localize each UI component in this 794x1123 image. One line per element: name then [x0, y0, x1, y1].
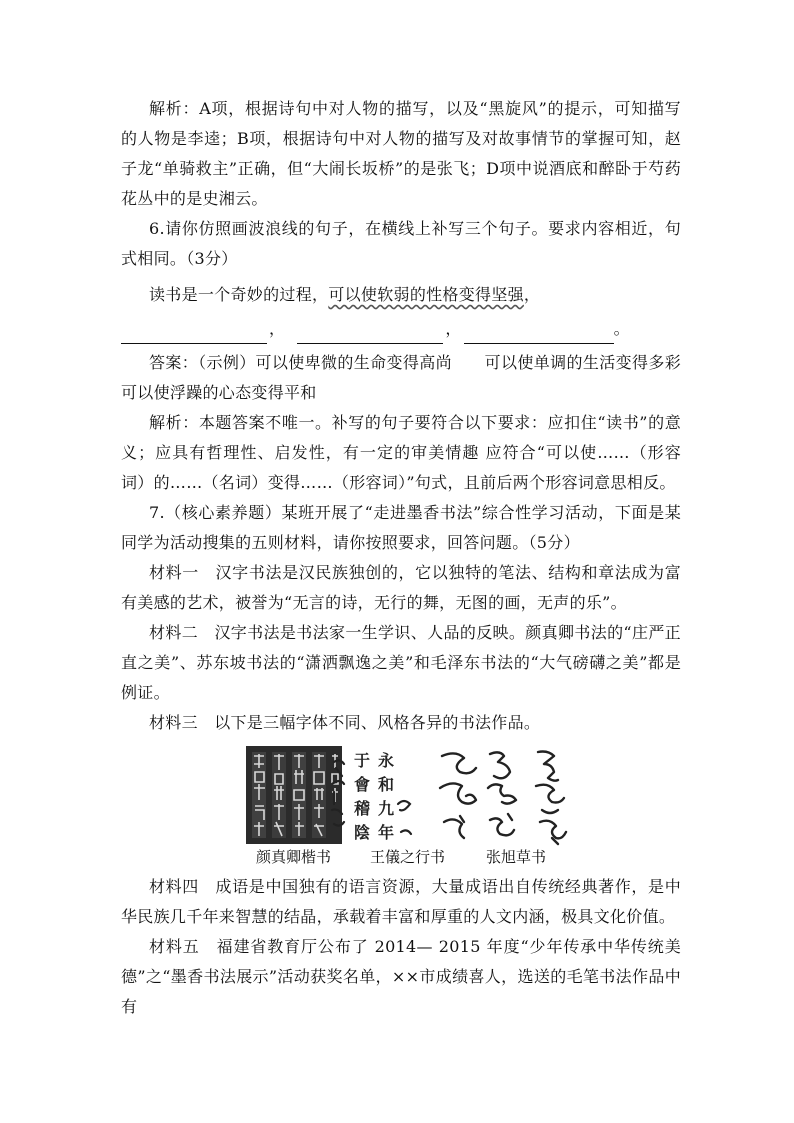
svg-text:年: 年	[378, 823, 395, 842]
caption-wang-xizhi: 王儀之行书	[370, 848, 446, 866]
wavy-underlined-sentence: 可以使软弱的性格变得坚强	[328, 285, 524, 304]
example-comma: ，	[523, 285, 541, 304]
analysis-paragraph-5: 解析：A项，根据诗句中对人物的描写，以及“黑旋风”的提示，可知描写的人物是李逵；B项，根据诗句中对人物的描写及对故事情节的掌握可知，赵子龙“单骑救主”正确，但“大闹长坂桥”的是张飞；D项中说酒底和醉卧于芍药花丛中的是史湘云。	[121, 99, 681, 208]
caption-yan-zhenqing: 颜真卿楷书	[256, 848, 332, 866]
svg-text:陰: 陰	[354, 823, 371, 842]
question-7: 7.（核心素养题）某班开展了“走进墨香书法”综合性学习活动，下面是某同学为活动搜集的五则材料，请你按照要求，回答问题。（5分）	[121, 503, 681, 552]
material-4: 材料四 成语是中国独有的语言资源，大量成语出自传统经典著作，是中华民族几千年来智慧的结晶，承载着丰富和厚重的人文内涵，极具文化价值。	[121, 877, 681, 926]
svg-text:永: 永	[378, 751, 395, 770]
blank-separator: ，	[445, 319, 462, 338]
svg-text:會: 會	[354, 775, 371, 794]
blank-separator: ，	[269, 319, 286, 338]
material-2: 材料二 汉字书法是书法家一生学识、人品的反映。颜真卿书法的“庄严正直之美”、苏东坡书法的“潇洒飘逸之美”和毛泽东书法的“大气磅礴之美”都是例证。	[121, 623, 681, 702]
svg-text:稽: 稽	[354, 799, 371, 818]
calligraphy-image	[246, 744, 572, 846]
material-3: 材料三 以下是三幅字体不同、风格各异的书法作品。	[149, 713, 541, 732]
svg-text:于: 于	[354, 751, 371, 770]
question-6: 6.请你仿照画波浪线的句子，在横线上补写三个句子。要求内容相近，句式相同。（3分）	[121, 219, 681, 268]
answer-blanks	[121, 314, 681, 344]
question-6-example	[121, 280, 681, 310]
caption-zhang-xu: 张旭草书	[486, 848, 547, 866]
material-5: 材料五 福建省教育厅公布了 2014— 2015 年度“少年传承中华传统美德”之“墨香书法展示”活动获奖名单，××市成绩喜人，选送的毛笔书法作品中有	[121, 937, 681, 1016]
calligraphy-captions	[256, 844, 576, 868]
answer-paragraph: 答案：（示例）可以使卑微的生命变得高尚 可以使单调的生活变得多彩可以使浮躁的心态变得平和	[121, 353, 681, 402]
svg-text:和: 和	[378, 775, 395, 794]
calligraphy-artwork	[246, 744, 572, 846]
answer-blank-1[interactable]	[121, 325, 267, 344]
blank-end: 。	[613, 319, 630, 338]
analysis-paragraph-6: 解析：本题答案不唯一。补写的句子要符合以下要求：应扣住“读书”的意义；应具有哲理性、启发性，有一定的审美情趣 应符合“可以使……（形容词）的……（名词）变得……（形容词）”句式，且前后两个形容词意思相反。	[121, 413, 681, 492]
answer-blank-3[interactable]	[464, 325, 614, 344]
material-1: 材料一 汉字书法是汉民族独创的，它以独特的笔法、结构和章法成为富有美感的艺术，被誉为“无言的诗，无行的舞，无图的画，无声的乐”。	[121, 563, 681, 612]
svg-text:九: 九	[378, 799, 395, 818]
document-body	[121, 94, 681, 1022]
example-prefix: 读书是一个奇妙的过程，	[149, 285, 329, 304]
answer-blank-2[interactable]	[297, 325, 443, 344]
calligraphy-figure	[121, 744, 681, 868]
